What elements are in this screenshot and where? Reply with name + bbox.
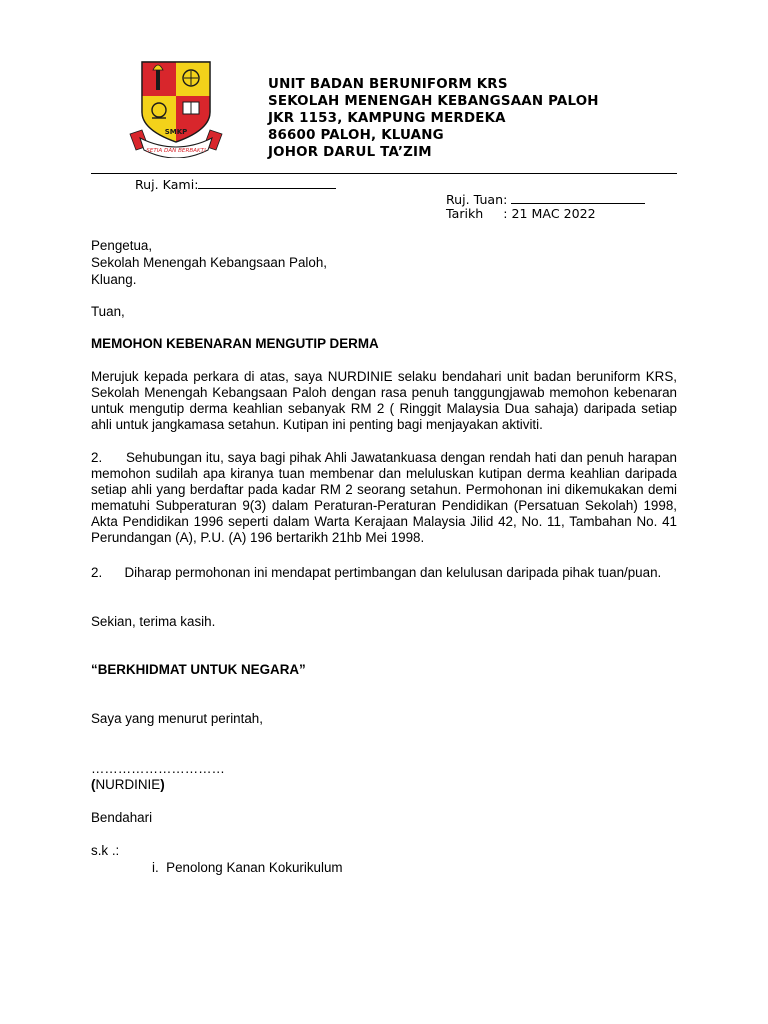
header-address-line-1: JKR 1153, KAMPUNG MERDEKA [268, 111, 506, 126]
ruj-tuan-blank [511, 191, 645, 204]
sk-label: s.k .: [91, 843, 120, 858]
ruj-kami-label: Ruj. Kami: [135, 177, 199, 192]
tarikh-label: Tarikh [446, 206, 484, 221]
header-divider [91, 173, 677, 174]
sign-intro: Saya yang menurut perintah, [91, 711, 263, 726]
tarikh [446, 206, 596, 221]
closing-remark: Sekian, terima kasih. [91, 614, 216, 629]
signer-title: Bendahari [91, 810, 153, 825]
header-address-line-2: 86600 PALOH, KLUANG [268, 128, 444, 143]
signer-name: (NURDINIE) [91, 777, 165, 792]
ruj-tuan [446, 191, 645, 207]
recipient-line-1: Pengetua, [91, 238, 153, 253]
tarikh-value: : 21 MAC 2022 [503, 206, 596, 221]
recipient-line-2: Sekolah Menengah Kebangsaan Paloh, [91, 255, 328, 270]
paragraph-3: 2. Diharap permohonan ini mendapat pertimbangan dan kelulusan daripada pihak tuan/puan. [91, 565, 662, 580]
sk-item: i. Penolong Kanan Kokurikulum [152, 860, 343, 875]
ruj-kami [135, 176, 336, 192]
signer-name-text: NURDINIE [95, 777, 161, 792]
paragraph-1: Merujuk kepada perkara di atas, saya NURDINIE selaku bendahari unit badan beruniform KRS, Sekolah Menengah Kebangsaan Paloh dengan rasa penuh tanggungjawab memohon kebenaran untuk mengutip derma keahlian sebanyak RM 2 ( Ringgit Malaysia Dua sahaja) daripada setiap ahli untuk jangkamasa setahun. Kutipan ini penting bagi menjayakan aktiviti. [91, 369, 677, 432]
school-motto: “BERKHIDMAT UNTUK NEGARA” [91, 662, 306, 677]
ruj-kami-blank [198, 176, 336, 189]
salutation: Tuan, [91, 304, 125, 319]
header-school-name: SEKOLAH MENENGAH KEBANGSAAN PALOH [268, 94, 599, 109]
school-crest-logo [128, 60, 224, 158]
crest-motto: SETIA DAN BERBAKTI [146, 148, 206, 154]
header-address-line-3: JOHOR DARUL TA’ZIM [268, 145, 432, 160]
crest-initials: SMKP [164, 128, 188, 136]
signature-dots: ………………………… [91, 761, 225, 776]
letter-subject: MEMOHON KEBENARAN MENGUTIP DERMA [91, 336, 379, 351]
ruj-tuan-label: Ruj. Tuan: [446, 192, 508, 207]
paragraph-2: 2. Sehubungan itu, saya bagi pihak Ahli Jawatankuasa dengan rendah hati dan penuh harapan memohon sudilah apa kiranya tuan membenar dan meluluskan kutipan derma keahlian daripada setiap ahli yang berdaftar pada kadar RM 2 seorang setahun. Permohonan ini dikemukakan demi mematuhi Subperaturan 9(3) dalam Peraturan-Peraturan Pendidikan (Persatuan Sekolah) 1998, Akta Pendidikan 1996 seperti dalam Warta Kerajaan Malaysia Jilid 42, No. 11, Tambahan No. 41 Perundangan (A), P.U. (A) 196 bertarikh 21hb Mei 1998. [91, 450, 677, 545]
recipient-line-3: Kluang. [91, 272, 137, 287]
header-unit-name: UNIT BADAN BERUNIFORM KRS [268, 77, 508, 92]
